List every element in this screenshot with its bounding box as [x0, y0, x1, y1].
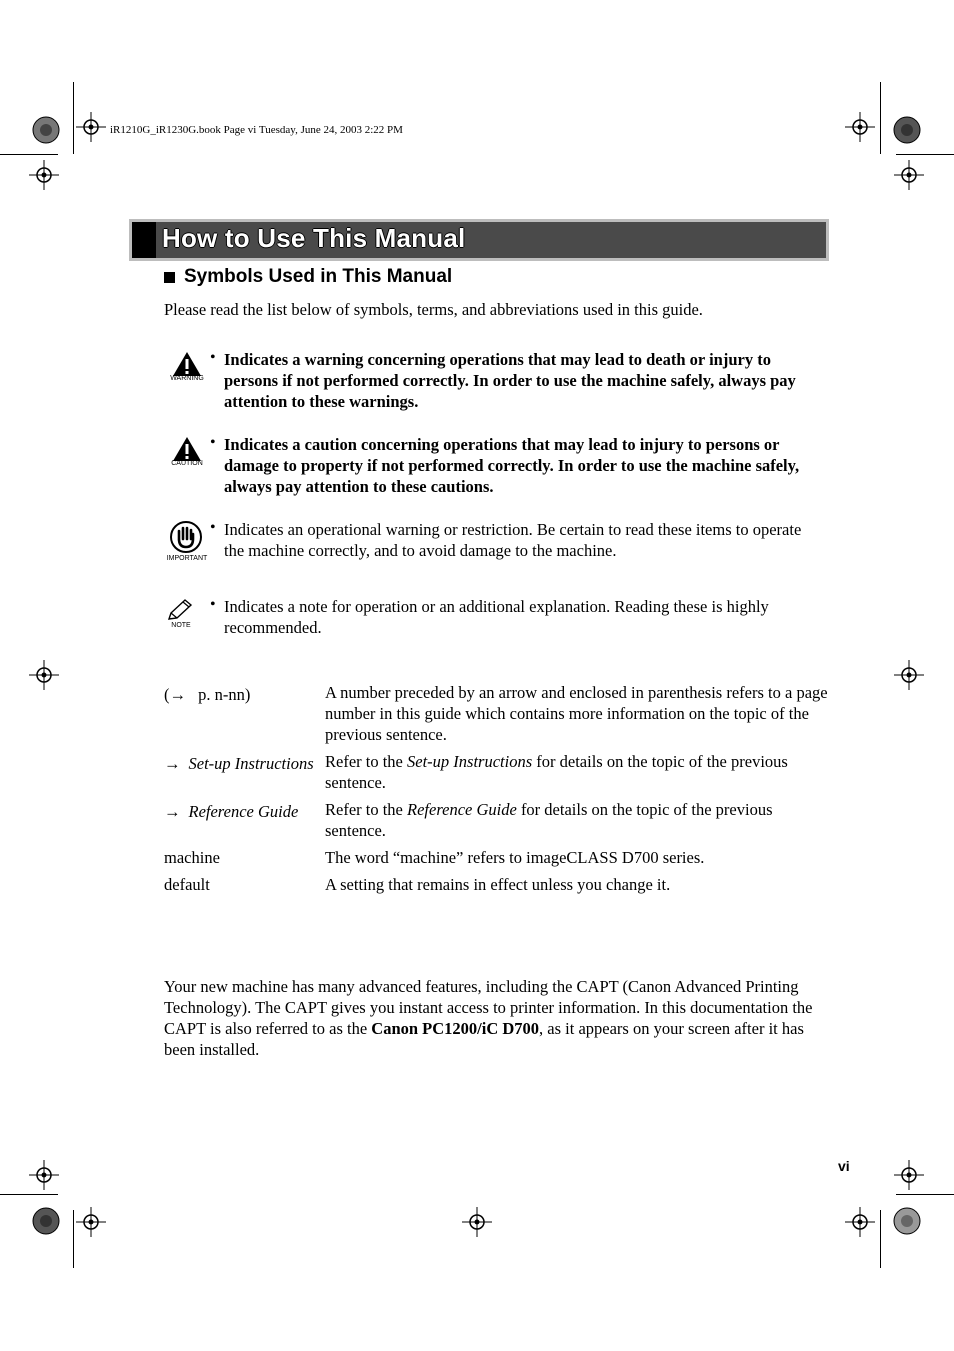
note-pencil-icon [166, 598, 194, 622]
symbol-row-important [164, 519, 824, 561]
caution-text: Indicates a caution concerning operations that may lead to injury to persons or damage to property if not performed correctly. In order to use the machine safely, always pay attention to these cautions. [224, 435, 800, 496]
crop-line [0, 1194, 58, 1195]
registration-mark-icon [894, 160, 924, 190]
page-number: vi [838, 1158, 850, 1174]
registration-mark-icon [894, 660, 924, 690]
term-key: → Set-up Instructions [164, 754, 314, 773]
square-bullet-icon [164, 272, 175, 283]
symbol-row-note [164, 596, 824, 638]
title-block [132, 222, 156, 258]
registration-mark-icon [894, 1160, 924, 1190]
symbol-row-caution [164, 434, 824, 497]
registration-mark-icon [29, 660, 59, 690]
arrow-icon: → [164, 802, 181, 821]
note-text: Indicates a note for operation or an additional explanation. Reading these is highly recommended. [224, 597, 769, 637]
registration-mark-icon [29, 160, 59, 190]
bullet: • [210, 596, 216, 613]
term-row [164, 682, 834, 745]
term-key: (→ p. n-nn) [164, 685, 251, 704]
caution-triangle-icon [172, 436, 202, 462]
important-caption: IMPORTANT [166, 555, 208, 562]
term-definition: Refer to the Set-up Instructions for details on the topic of the previous sentence. [325, 752, 788, 792]
note-caption: NOTE [171, 622, 191, 629]
crop-line [896, 154, 954, 155]
crop-line [0, 154, 58, 155]
bullet: • [210, 519, 216, 536]
color-target-icon [893, 116, 921, 144]
color-target-icon [32, 116, 60, 144]
caution-caption: CAUTION [171, 460, 203, 467]
term-key: default [164, 875, 210, 894]
crop-line [73, 1210, 74, 1268]
registration-mark-icon [845, 112, 875, 142]
registration-mark-icon [845, 1207, 875, 1237]
bullet: • [210, 434, 216, 451]
crop-line [73, 82, 74, 154]
term-row [164, 874, 834, 895]
registration-mark-icon [76, 1207, 106, 1237]
crop-line [896, 1194, 954, 1195]
arrow-icon: → [164, 754, 181, 773]
registration-mark-icon [462, 1207, 492, 1237]
term-key: machine [164, 848, 220, 867]
page-title: How to Use This Manual [162, 223, 466, 253]
important-text: Indicates an operational warning or restriction. Be certain to read these items to operate the machine correctly, and to avoid damage to the machine. [224, 520, 802, 560]
term-row [164, 799, 834, 841]
closing-paragraph: Your new machine has many advanced features, including the CAPT (Canon Advanced Printing Technology). The CAPT gives you instant access to printer information. In this documentation the CAPT is also referred to as the Canon PC1200/iC D700, as it appears on your screen after it has been installed. [164, 977, 813, 1059]
title-banner [129, 219, 829, 261]
important-hand-icon [170, 521, 202, 553]
registration-mark-icon [29, 1160, 59, 1190]
term-key: → Reference Guide [164, 802, 299, 821]
intro-paragraph: Please read the list below of symbols, terms, and abbreviations used in this guide. [164, 300, 703, 319]
terms-table [164, 680, 834, 901]
arrow-icon: → [169, 685, 186, 704]
term-definition: Refer to the Reference Guide for details on the topic of the previous sentence. [325, 800, 773, 840]
term-definition: A number preceded by an arrow and enclosed in parenthesis refers to a page number in this guide which contains more information on the topic of the previous sentence. [325, 683, 828, 744]
term-row [164, 751, 834, 793]
color-target-icon [32, 1207, 60, 1235]
symbol-row-warning [164, 349, 824, 412]
term-definition: The word “machine” refers to imageCLASS D700 series. [325, 848, 705, 867]
crop-line [880, 82, 881, 154]
term-definition: A setting that remains in effect unless you change it. [325, 875, 671, 894]
warning-caption: WARNING [170, 375, 204, 382]
warning-triangle-icon [172, 351, 202, 377]
color-target-icon [893, 1207, 921, 1235]
term-row [164, 847, 834, 868]
warning-text: Indicates a warning concerning operations that may lead to death or injury to persons if not performed correctly. In order to use the machine safely, always pay attention to these warnings. [224, 350, 796, 411]
crop-line [880, 1210, 881, 1268]
print-header: iR1210G_iR1230G.book Page vi Tuesday, June 24, 2003 2:22 PM [110, 124, 403, 136]
bullet: • [210, 349, 216, 366]
section-heading-text: Symbols Used in This Manual [184, 266, 453, 287]
section-heading [164, 266, 452, 288]
registration-mark-icon [76, 112, 106, 142]
